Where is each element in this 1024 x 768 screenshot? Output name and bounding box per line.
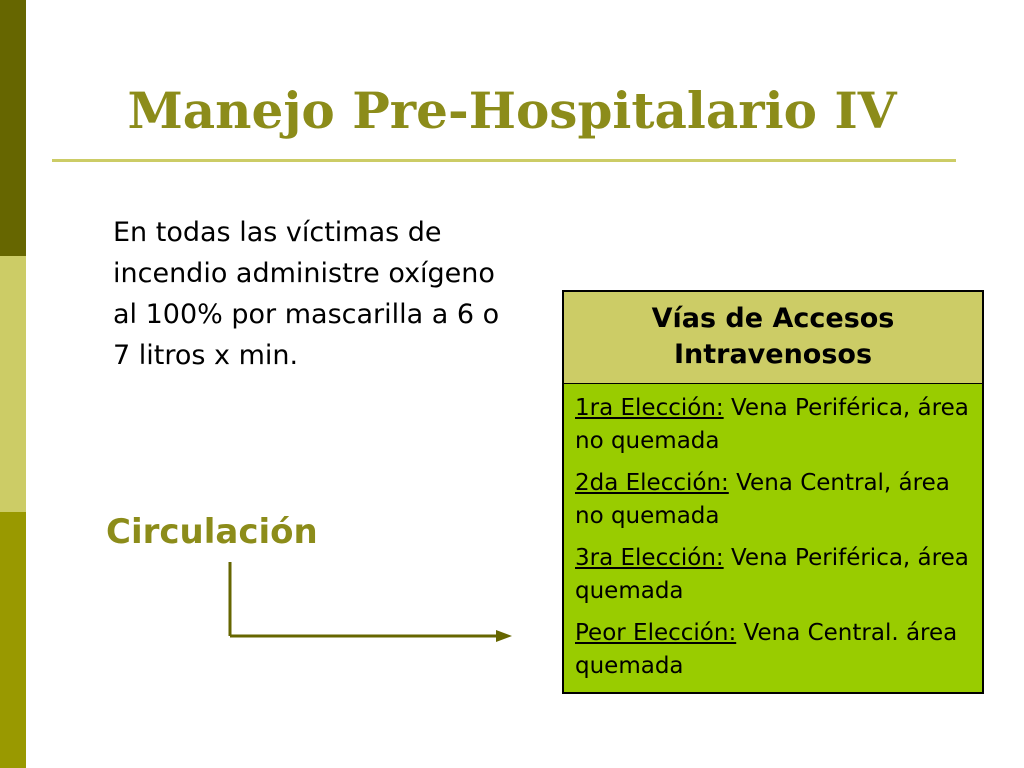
- side-band-olive: [0, 512, 26, 768]
- table-row-second-choice: [575, 467, 972, 533]
- iv-access-table: [562, 290, 984, 694]
- choice-label: 3ra Elección:: [575, 545, 724, 571]
- table-header: Vías de Accesos Intravenosos: [564, 292, 982, 384]
- choice-label: 1ra Elección:: [575, 395, 724, 421]
- choice-value: Vena Periférica, área quemada: [575, 545, 969, 604]
- oxygen-instruction-text: En todas las víctimas de incendio administre oxígeno al 100% por mascarilla a 6 o 7 litros x min.: [113, 217, 500, 371]
- table-row-third-choice: [575, 542, 972, 608]
- connector-arrow: [226, 562, 526, 652]
- choice-label: 2da Elección:: [575, 470, 729, 496]
- arrow-head-icon: [496, 630, 512, 642]
- choice-value: Vena Periférica, área no quemada: [575, 395, 969, 454]
- table-body: [564, 384, 982, 692]
- side-band-light: [0, 256, 26, 512]
- title-underline: [52, 159, 956, 162]
- choice-value: Vena Central, área no quemada: [575, 470, 950, 529]
- choice-label: Peor Elección:: [575, 620, 737, 646]
- table-row-first-choice: [575, 392, 972, 458]
- table-row-worst-choice: [575, 617, 972, 683]
- choice-value: Vena Central. área quemada: [575, 620, 958, 679]
- side-band-dark: [0, 0, 26, 256]
- slide-title: Manejo Pre-Hospitalario IV: [127, 81, 897, 140]
- section-label-circulation: Circulación: [106, 512, 318, 552]
